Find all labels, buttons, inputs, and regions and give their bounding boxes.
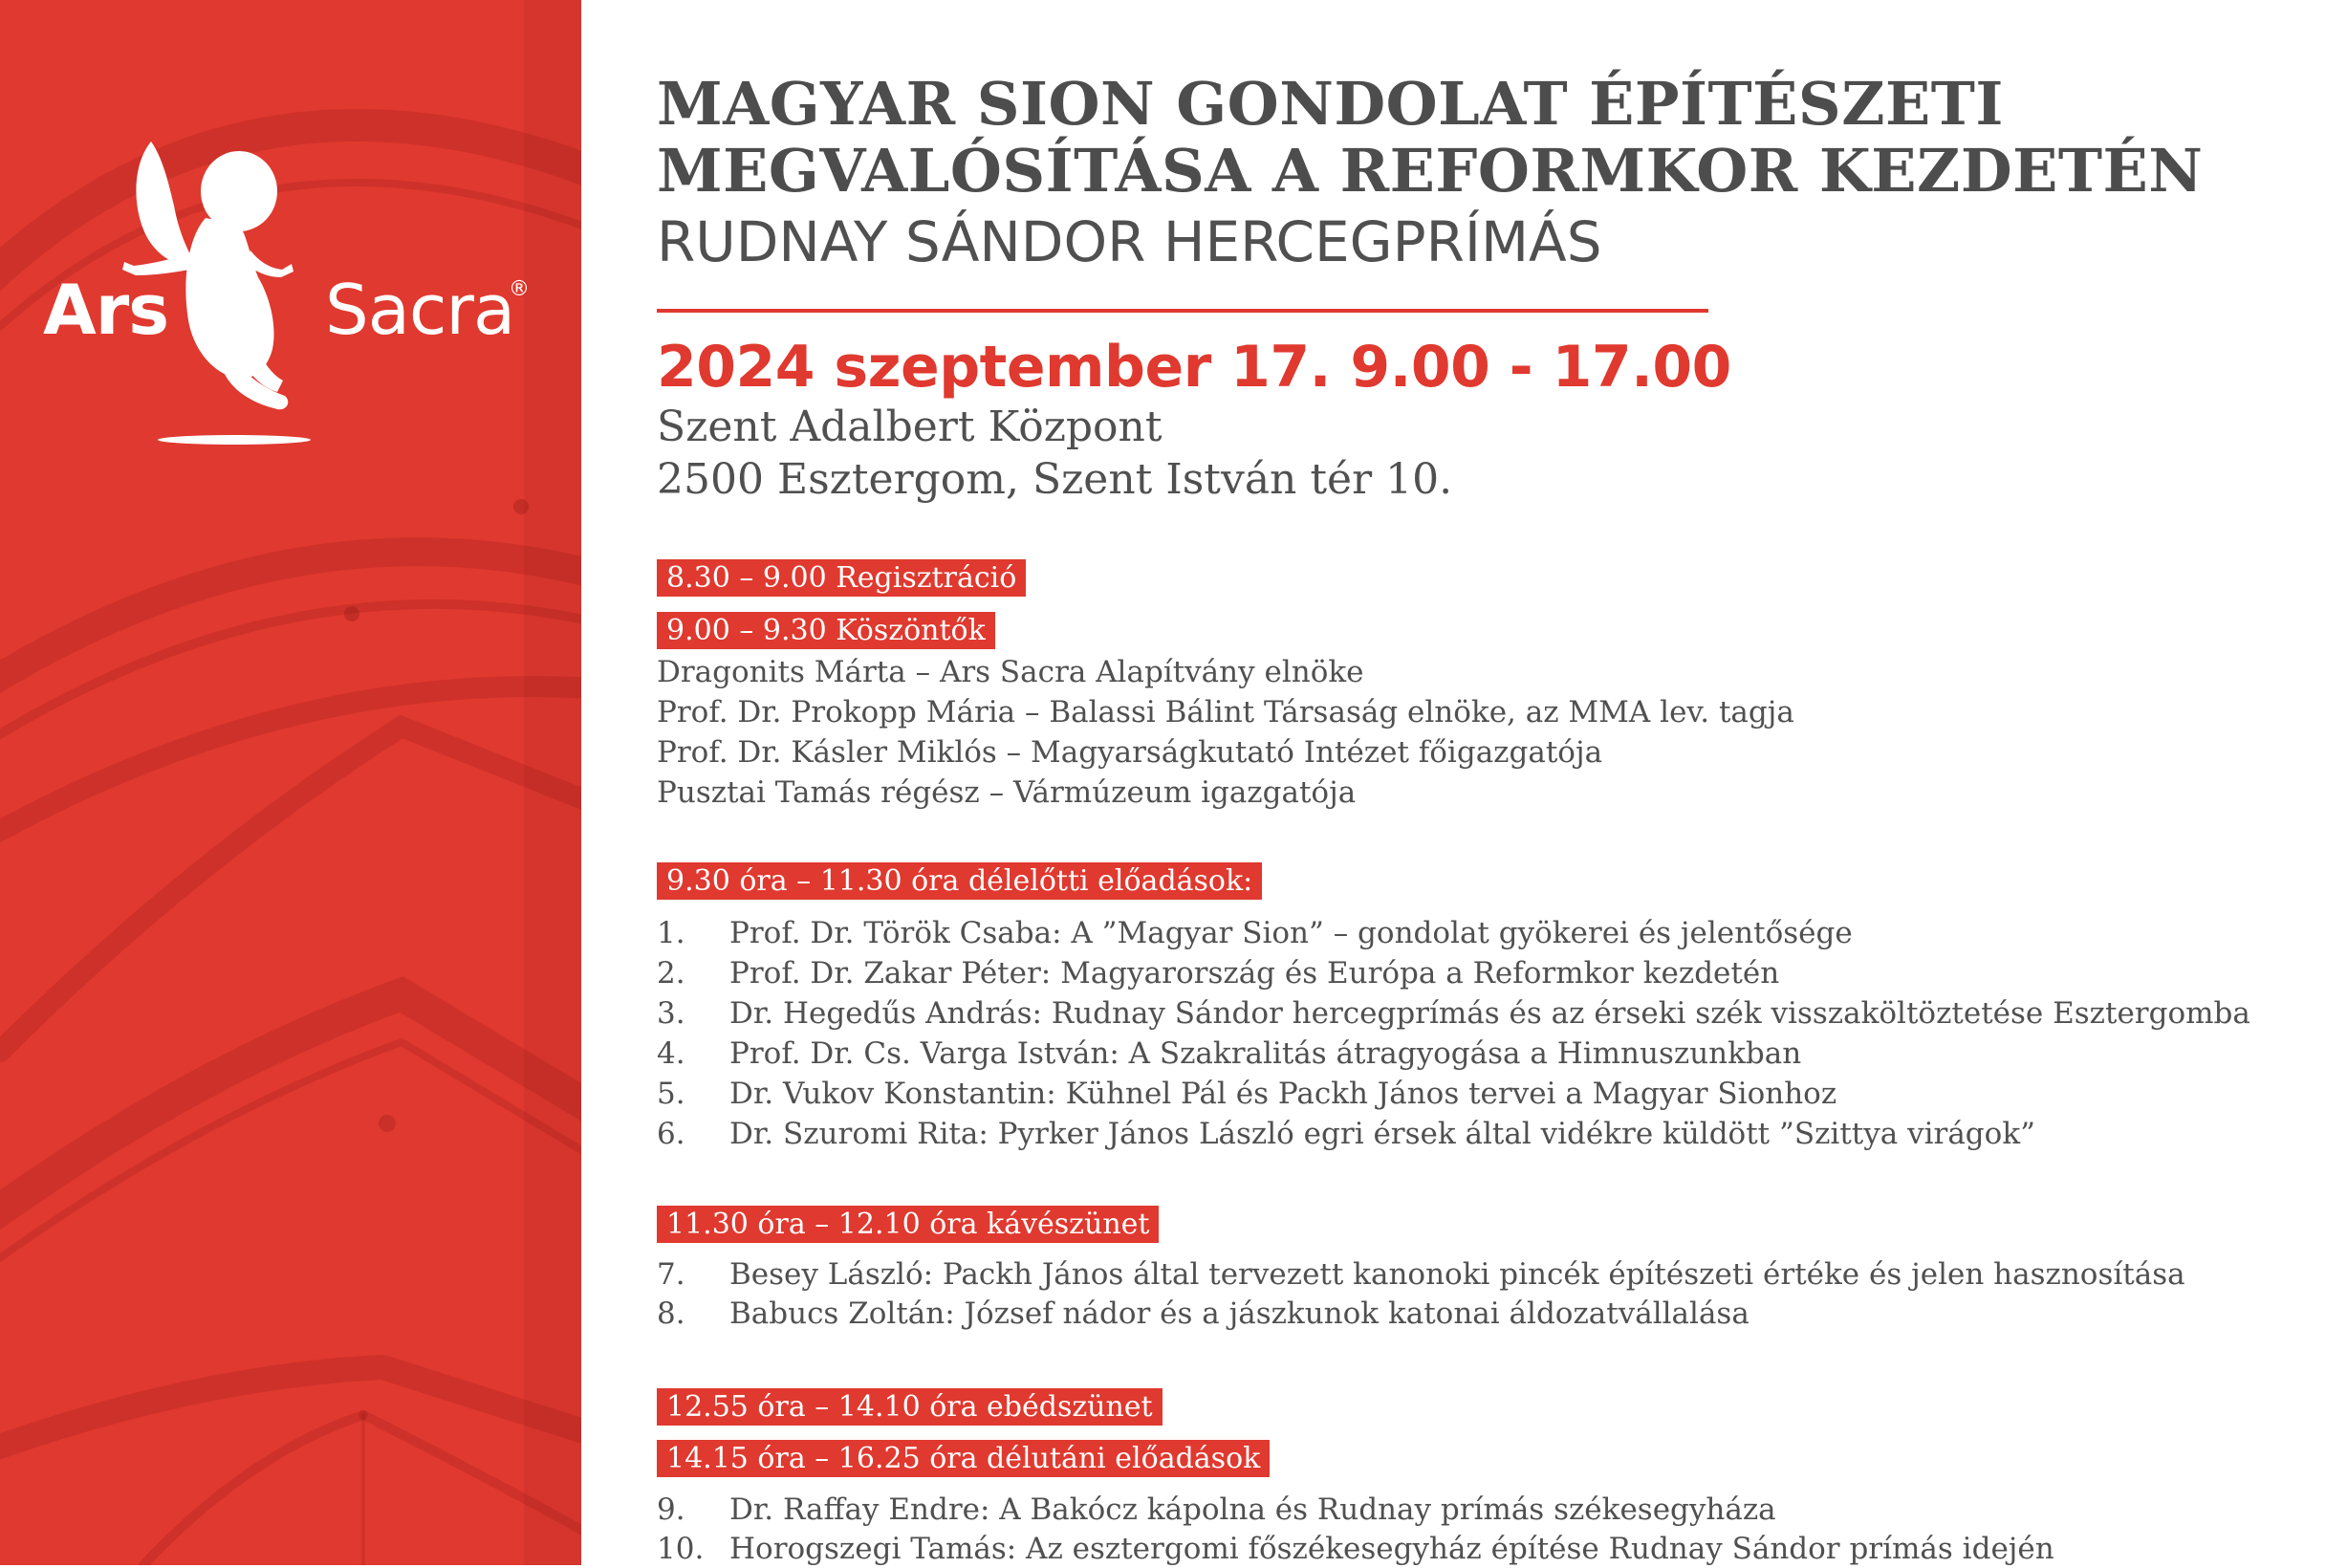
section-badge-coffee-break: 11.30 óra – 12.10 óra kávészünet <box>657 1206 1159 1243</box>
talk-number: 8. <box>657 1296 685 1331</box>
talk-title: Prof. Dr. Zakar Péter: Magyarország és Európa a Reformkor kezdetén <box>729 956 1780 991</box>
talk-title: Prof. Dr. Török Csaba: A ”Magyar Sion” – gondolat gyökerei és jelentősége <box>729 916 1853 950</box>
greeting-speaker: Dragonits Márta – Ars Sacra Alapítvány elnöke <box>657 655 1364 689</box>
page-title-line-1: MAGYAR SION GONDOLAT ÉPÍTÉSZETI <box>657 69 2004 139</box>
talk-number: 5. <box>657 1077 685 1111</box>
section-badge-afternoon-talks: 14.15 óra – 16.25 óra délutáni előadások <box>657 1440 1270 1477</box>
greeting-speaker: Prof. Dr. Prokopp Mária – Balassi Bálint Társaság elnöke, az MMA lev. tagja <box>657 695 1794 730</box>
section-badge-lunch: 12.55 óra – 14.10 óra ebédszünet <box>657 1388 1163 1426</box>
talk-title: Dr. Raffay Endre: A Bakócz kápolna és Rudnay prímás székesegyháza <box>729 1492 1776 1527</box>
ars-sacra-logo <box>0 0 581 497</box>
talk-title: Horogszegi Tamás: Az esztergomi főszékesegyház építése Rudnay Sándor prímás idején <box>729 1532 2054 1566</box>
divider-rule <box>657 309 1708 313</box>
greeting-speaker: Prof. Dr. Kásler Miklós – Magyarságkutató Intézet főigazgatója <box>657 735 1603 770</box>
event-venue: Szent Adalbert Központ <box>657 403 1163 451</box>
event-date-time: 2024 szeptember 17. 9.00 - 17.00 <box>657 334 1731 401</box>
logo-text-ars: Ars <box>43 270 169 350</box>
section-badge-morning-talks: 9.30 óra – 11.30 óra délelőtti előadások: <box>657 862 1262 900</box>
talk-number: 4. <box>657 1036 685 1071</box>
talk-number: 1. <box>657 916 685 950</box>
page-subtitle: RUDNAY SÁNDOR HERCEGPRÍMÁS <box>657 209 1602 274</box>
talk-title: Prof. Dr. Cs. Varga István: A Szakralitás átragyogása a Himnuszunkban <box>729 1036 1802 1071</box>
talk-number: 2. <box>657 956 685 991</box>
section-badge-registration: 8.30 – 9.00 Regisztráció <box>657 559 1026 597</box>
section-badge-greetings: 9.00 – 9.30 Köszöntők <box>657 612 995 649</box>
talk-title: Besey László: Packh János által tervezett kanonoki pincék építészeti értéke és jelen hasznosítása <box>729 1257 2185 1292</box>
talk-number: 3. <box>657 996 685 1031</box>
page-title-line-2: MEGVALÓSÍTÁSA A REFORMKOR KEZDETÉN <box>657 136 2204 206</box>
event-address: 2500 Esztergom, Szent István tér 10. <box>657 455 1453 504</box>
talk-title: Dr. Vukov Konstantin: Kühnel Pál és Packh János tervei a Magyar Sionhoz <box>729 1077 1837 1111</box>
greeting-speaker: Pusztai Tamás régész – Vármúzeum igazgatója <box>657 775 1357 810</box>
talk-title: Babucs Zoltán: József nádor és a jászkunok katonai áldozatvállalása <box>729 1296 1749 1331</box>
logo-text-sacra: Sacra <box>325 270 515 350</box>
talk-title: Dr. Hegedűs András: Rudnay Sándor hercegprímás és az érseki szék visszaköltöztetése Esztergomba <box>729 996 2250 1031</box>
talk-number: 7. <box>657 1257 685 1292</box>
cherub-icon <box>0 0 581 497</box>
talk-number: 10. <box>657 1532 705 1566</box>
brand-panel <box>0 0 581 1565</box>
talk-number: 9. <box>657 1492 685 1527</box>
talk-title: Dr. Szuromi Rita: Pyrker János László egri érsek által vidékre küldött ”Szittya virágok” <box>729 1117 2035 1151</box>
talk-number: 6. <box>657 1117 685 1151</box>
registered-mark: ® <box>509 277 530 301</box>
